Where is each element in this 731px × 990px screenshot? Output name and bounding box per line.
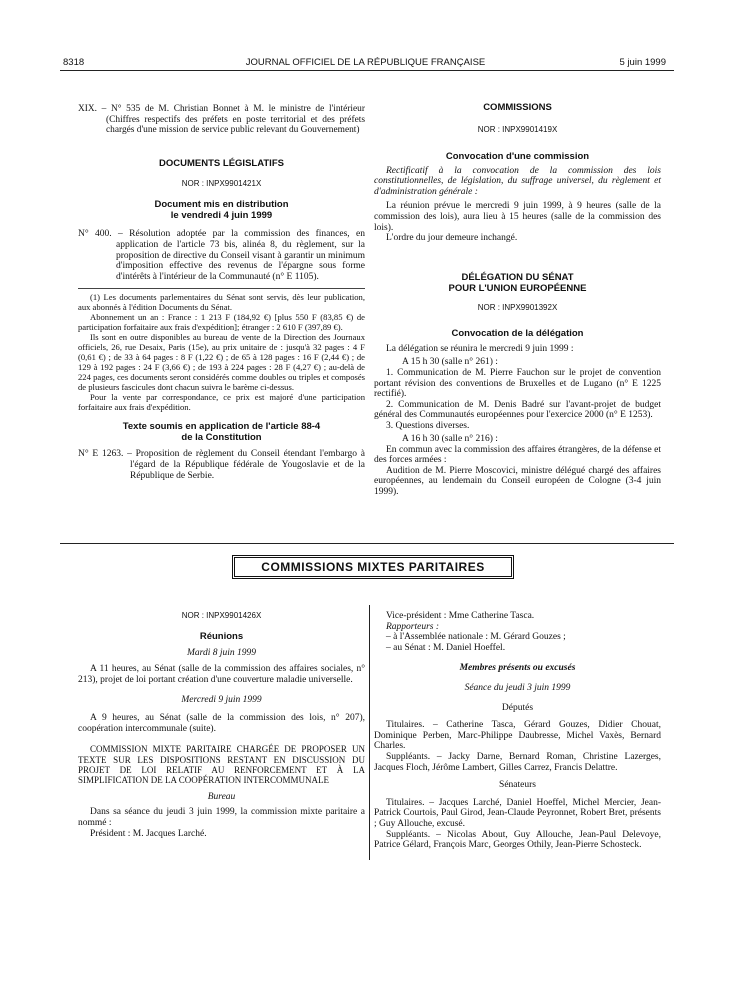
sen-suppleants: Suppléants. – Nicolas About, Guy Allouche, Jean-Paul Delevoye, Patrice Gélard, François Marc, Georges Othily, Jean-Pierre Schosteck. bbox=[374, 829, 661, 851]
section-rule bbox=[60, 543, 674, 544]
commissions-title: COMMISSIONS bbox=[483, 102, 552, 113]
deputes-title: Députés bbox=[501, 702, 534, 713]
note-3: Ils sont en outre disponibles au bureau de vente de la Direction des Journaux officiels, 26, rue Desaix, Paris (15e), au prix unitaire de : jusqu'à 32 pages : 4 F (0,61 €) ; de 33 à 64 pages : 8 F (1,22 €) ; de 65 à 128 pages : 16 F (2,44 €) ; de 129 à 192 pages : 24 F (3,66 €) ; de 193 à 224 pages : 28 F (4,27 €) ; au-delà de 224 pages, ces documents seront considérés comme doubles ou triples et composés de plusieurs fascicules dont chacun suivra le barème ci-dessus. bbox=[78, 332, 365, 393]
cmp-section-title: COMMISSIONS MIXTES PARITAIRES bbox=[232, 555, 514, 579]
dep-suppleants: Suppléants. – Jacky Darne, Bernard Roman, Christine Lazerges, Jacques Floch, Jérôme Lambert, Gilles Carrez, Francis Delattre. bbox=[374, 751, 661, 773]
rap-an: – à l'Assemblée nationale : M. Gérard Gouzes ; bbox=[386, 632, 566, 643]
seance-jeudi: Séance du jeudi 3 juin 1999 bbox=[464, 682, 571, 693]
notes-rule bbox=[78, 288, 365, 289]
docs-nor: NOR : INPX9901421X bbox=[181, 178, 262, 188]
commissions-nor: NOR : INPX9901419X bbox=[477, 125, 558, 134]
right-bottom-column bbox=[374, 611, 661, 851]
note-1: (1) Les documents parlementaires du Sénat sont servis, dès leur publication, aux abonnés à l'édition Documents du Sénat. bbox=[78, 292, 365, 313]
left-top-column bbox=[78, 104, 365, 481]
senateurs-title: Sénateurs bbox=[499, 780, 536, 791]
e1263: N° E 1263. – Proposition de règlement du Conseil étendant l'embargo à l'égard de la République fédérale de Yougoslavie et de la République de Serbie. bbox=[78, 449, 365, 481]
doc-dist-date: le vendredi 4 juin 1999 bbox=[170, 210, 273, 222]
convocation-title: Convocation d'une commission bbox=[445, 150, 590, 162]
art88-sub: de la Constitution bbox=[181, 432, 262, 444]
doc-400: N° 400. – Résolution adoptée par la commission des finances, en application de l'article 73 bis, alinéa 8, du règlement, sur la proposition de directive du Conseil visant à garantir un minimum d'imposition effective des revenus de l'épargne sous forme d'intérêts à l'intérieur de la Communauté (n° E 1105). bbox=[78, 229, 365, 282]
header-rule bbox=[60, 70, 674, 71]
journal-title: JOURNAL OFFICIEL DE LA RÉPUBLIQUE FRANÇAISE bbox=[245, 57, 486, 68]
issue-date: 5 juin 1999 bbox=[619, 57, 666, 68]
a11: A 11 heures, au Sénat (salle de la commission des affaires sociales, n° 213), projet de loi portant création d'une couverture maladie universelle. bbox=[78, 664, 365, 685]
cmp-text: COMMISSION MIXTE PARITAIRE CHARGÉE DE PROPOSER UN TEXTE SUR LES DISPOSITIONS RESTANT EN DISCUSSION DU PROJET DE LOI RELATIF AU RENFORCEMENT ET À LA SIMPLIFICATION DE LA COOPÉRATION INTERCOMMUNALE bbox=[78, 744, 365, 786]
ordre: L'ordre du jour demeure inchangé. bbox=[386, 233, 518, 244]
mercredi-date: Mercredi 9 juin 1999 bbox=[181, 695, 262, 706]
page-number: 8318 bbox=[63, 57, 85, 68]
reunion: La réunion prévue le mercredi 9 juin 1999, à 9 heures (salle de la commission des lois), aura lieu à 15 heures (salle de la commission des lois). bbox=[374, 201, 661, 233]
a9: A 9 heures, au Sénat (salle de la commission des lois, n° 207), coopération intercommunale (suite). bbox=[78, 712, 365, 734]
rapporteurs: Rapporteurs : bbox=[386, 621, 440, 632]
time-1: A 15 h 30 (salle n° 261) : bbox=[402, 356, 498, 367]
column-divider bbox=[369, 605, 370, 860]
delegation-title-1: DÉLÉGATION DU SÉNAT bbox=[461, 271, 574, 283]
right-top-column bbox=[374, 102, 661, 497]
art88-title: Texte soumis en application de l'article 88-4 bbox=[122, 421, 321, 433]
bureau-title: Bureau bbox=[207, 791, 236, 802]
time-2: A 16 h 30 (salle n° 216) : bbox=[402, 433, 498, 444]
note-2: Abonnement un an : France : 1 213 F (184,92 €) [plus 550 F (83,85 €) de participation forfaitaire aux frais d'expédition]; étranger : 2 610 F (397,89 €). bbox=[78, 312, 365, 333]
doc-dist-title: Document mis en distribution bbox=[154, 199, 289, 211]
seance-text: Dans sa séance du jeudi 3 juin 1999, la commission mixte paritaire a nommé : bbox=[78, 807, 365, 828]
audition: Audition de M. Pierre Moscovici, ministre délégué chargé des affaires européennes, au lendemain du Conseil européen de Cologne (3-4 juin 1999). bbox=[374, 465, 661, 497]
item-xix: XIX. – N° 535 de M. Christian Bonnet à M. le ministre de l'intérieur (Chiffres respectifs des préfets en poste territorial et des préfets chargés d'une mission de service public relevant du Gouvernement) bbox=[78, 104, 365, 136]
item-3: 3. Questions diverses. bbox=[386, 420, 470, 431]
left-bottom-column bbox=[78, 610, 365, 839]
docs-title: DOCUMENTS LÉGISLATIFS bbox=[159, 157, 284, 169]
commun: En commun avec la commission des affaires étrangères, de la défense et des forces armées : bbox=[374, 444, 661, 466]
rap-senat: – au Sénat : M. Daniel Hoeffel. bbox=[386, 642, 506, 653]
dep-titulaires: Titulaires. – Catherine Tasca, Gérard Gouzes, Didier Chouat, Dominique Perben, Marc-Philippe Daubresse, Michel Vaxès, Bernard Charles. bbox=[374, 720, 661, 752]
president: Président : M. Jacques Larché. bbox=[90, 828, 207, 839]
rectificatif: Rectificatif à la convocation de la commission des lois constitutionnelles, de législation, du suffrage universel, du règlement et d'administration générale : bbox=[374, 165, 661, 197]
reunions-title: Réunions bbox=[199, 630, 244, 642]
mardi-date: Mardi 8 juin 1999 bbox=[186, 647, 257, 658]
membres-title: Membres présents ou excusés bbox=[459, 663, 576, 674]
note-4: Pour la vente par correspondance, ce prix est majoré d'une participation forfaitaire aux frais d'expédition. bbox=[78, 392, 365, 413]
cmp-nor: NOR : INPX9901426X bbox=[181, 611, 262, 620]
conv-delegation: Convocation de la délégation bbox=[451, 328, 584, 340]
item-2: 2. Communication de M. Denis Badré sur l'avant-projet de budget général des Communautés européennes pour l'exercice 2000 (n° E 1253). bbox=[374, 399, 661, 421]
delegation-nor: NOR : INPX9901392X bbox=[477, 302, 558, 312]
delegation-reunira: La délégation se réunira le mercredi 9 juin 1999 : bbox=[386, 344, 574, 355]
sen-titulaires: Titulaires. – Jacques Larché, Daniel Hoeffel, Michel Mercier, Jean-Patrick Courtois, Paul Girod, Jean-Claude Peyronnet, Robert Bret, présents ; Guy Allouche, excusé. bbox=[374, 797, 661, 829]
delegation-title-2: POUR L'UNION EUROPÉENNE bbox=[448, 282, 587, 294]
item-1: 1. Communication de M. Pierre Fauchon sur le projet de convention portant révision des conventions de Bruxelles et de Lugano (n° E 1225 rectifié). bbox=[374, 367, 661, 400]
vice-president: Vice-président : Mme Catherine Tasca. bbox=[386, 611, 535, 621]
